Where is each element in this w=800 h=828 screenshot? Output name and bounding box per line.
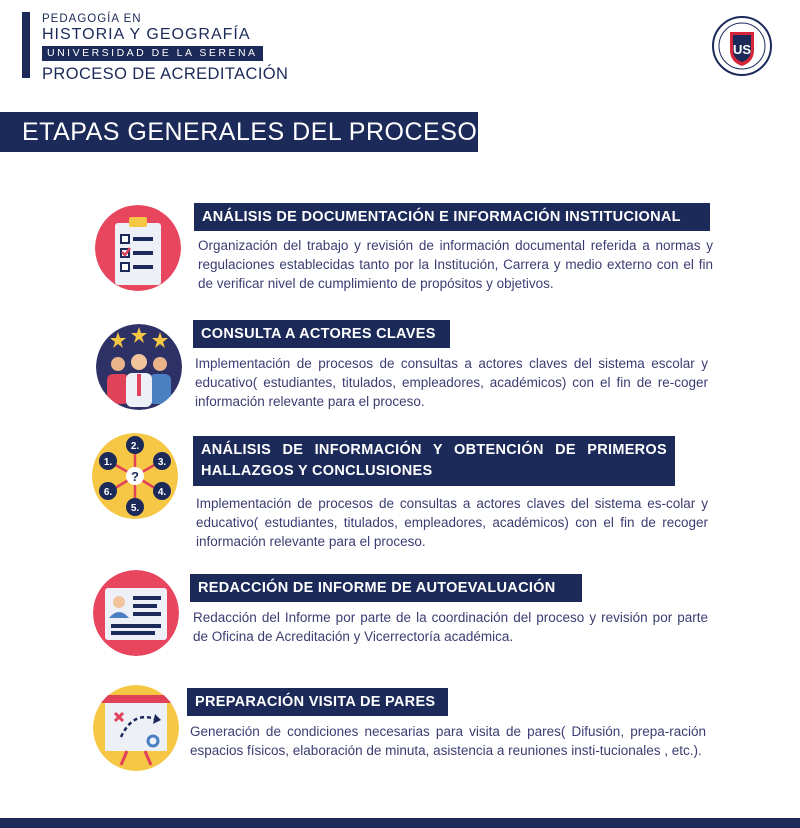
item-2-description: Implementación de procesos de consultas a actores claves del sistema escolar y educativo( estudiantes, titulados, empleadores, académicos) con el fin de re-coger información relevante para el proceso. [195, 356, 708, 409]
header-block [22, 12, 289, 83]
option-number: 2. [130, 441, 140, 452]
section-title: ETAPAS GENERALES DEL PROCESO [0, 112, 478, 152]
svg-text:?: ? [131, 469, 139, 484]
item-2-title: CONSULTA A ACTORES CLAVES [193, 320, 450, 348]
university-name: UNIVERSIDAD DE LA SERENA [42, 46, 263, 61]
numbered-options-icon [92, 433, 178, 519]
option-number: 1. [103, 457, 113, 468]
people-stars-icon [96, 324, 182, 410]
option-number: 3. [157, 457, 167, 468]
clipboard-checklist-icon [95, 205, 181, 291]
option-number: 4. [157, 487, 167, 498]
item-3-description: Implementación de procesos de consultas a actores claves del sistema es-colar y educativo( estudiantes, titulados, empleadores, académicos) con el fin de recoger información relevante para el proceso. [196, 496, 708, 549]
university-seal-logo [712, 16, 772, 76]
item-4-title: REDACCIÓN DE INFORME DE AUTOEVALUACIÓN [190, 574, 582, 602]
program-name: HISTORIA Y GEOGRAFÍA [42, 26, 251, 43]
item-5-title: PREPARACIÓN VISITA DE PARES [187, 688, 448, 716]
item-1-description: Organización del trabajo y revisión de información documental referida a normas y regulaciones establecidas tanto por la Institución, Carrera y medio externo con el fin de verificar nivel de cumplimiento de propósitos y objetivos. [198, 238, 713, 291]
option-number: 6. [103, 487, 113, 498]
report-document-icon [93, 570, 179, 656]
bottom-bar [0, 818, 800, 828]
item-3-title-line2: HALLAZGOS Y CONCLUSIONES [201, 463, 433, 479]
item-4-description: Redacción del Informe por parte de la coordinación del proceso y revisión por parte de Oficina de Acreditación y Vicerrectoría académica. [193, 610, 708, 644]
item-3-title [193, 436, 675, 486]
svg-text:US: US [732, 42, 752, 57]
program-prefix: PEDAGOGÍA EN [42, 13, 142, 25]
strategy-board-icon [93, 685, 179, 771]
process-title: PROCESO DE ACREDITACIÓN [42, 65, 289, 83]
option-number: 5. [130, 503, 140, 514]
item-5-description: Generación de condiciones necesarias para visita de pares( Difusión, prepa-ración espacios físicos, elaboración de minuta, asistencia a reuniones insti-tucionales , etc.). [190, 724, 706, 758]
item-3-title-line1: ANÁLISIS DE INFORMACIÓN Y OBTENCIÓN DE PRIMEROS [201, 442, 667, 458]
item-1-title: ANÁLISIS DE DOCUMENTACIÓN E INFORMACIÓN INSTITUCIONAL [194, 203, 710, 231]
